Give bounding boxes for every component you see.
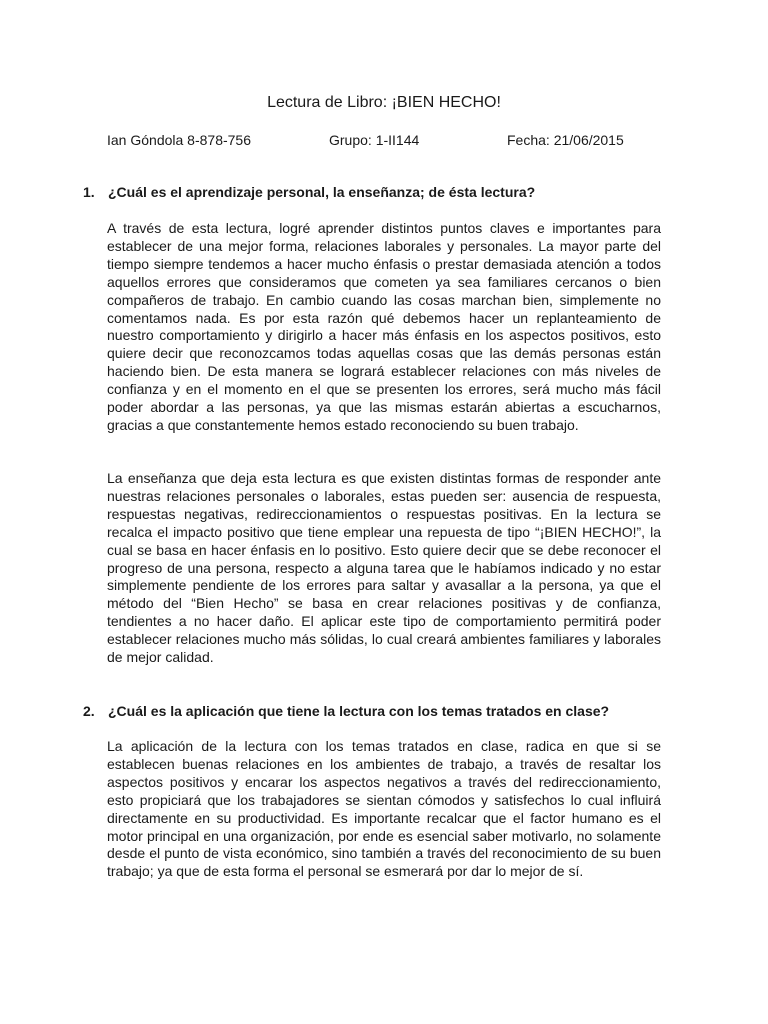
question-2-number: 2. (83, 703, 95, 719)
answer-1-paragraph-1: A través de esta lectura, logré aprender distintos puntos claves e importantes para establecer de una mejor forma, relaciones laborales y personales. La mayor parte del tiempo siempre tendemos a hacer mucho énfasis o prestar demasiada atención a todos aquellos errores que consideramos que cometen ya sea familiares cercanos o bien compañeros de trabajo. En cambio cuando las cosas marchan bien, simplemente no comentamos nada. Es por esta razón qué debemos hacer un replanteamiento de nuestro comportamiento y dirigirlo a hacer más énfasis en los aspectos positivos, esto quiere decir que reconozcamos todas aquellas cosas que las demás personas están haciendo bien. De esta manera se logrará establecer relaciones con más niveles de confianza y en el momento en el que se presenten los errores, será mucho más fácil poder abordar a las personas, ya que las mismas estarán abiertas a escucharnos, gracias a que constantemente hemos estado reconociendo su buen trabajo. (107, 220, 661, 433)
document-title: Lectura de Libro: ¡BIEN HECHO! (267, 94, 501, 111)
question-1-text: ¿Cuál es el aprendizaje personal, la enseñanza; de ésta lectura? (108, 184, 536, 200)
question-1-number: 1. (83, 184, 95, 200)
question-2 (83, 702, 609, 720)
question-2-text: ¿Cuál es la aplicación que tiene la lectura con los temas tratados en clase? (108, 703, 610, 719)
student-info: Ian Góndola 8-878-756 (107, 132, 251, 148)
answer-1-paragraph-2: La enseñanza que deja esta lectura es que existen distintas formas de responder ante nuestras relaciones personales o laborales, estas pueden ser: ausencia de respuesta, respuestas negativas, redireccionamientos o respuestas positivas. En la lectura se recalca el impacto positivo que tiene emplear una repuesta de tipo “¡BIEN HECHO!”, la cual se basa en hacer énfasis en lo positivo. Esto quiere decir que se debe reconocer el progreso de una persona, respecto a alguna tarea que le habíamos indicado y no estar simplemente pendiente de los errores para saltar y avasallar a la persona, ya que el método del “Bien Hecho” se basa en crear relaciones positivas y de confianza, tendientes a no hacer daño. El aplicar este tipo de comportamiento permitirá poder establecer relaciones mucho más sólidas, lo cual creará ambientes familiares y laborales de mejor calidad. (107, 470, 661, 666)
group-info: Grupo: 1-II144 (329, 132, 420, 148)
date-info: Fecha: 21/06/2015 (507, 132, 624, 148)
answer-2-paragraph-1: La aplicación de la lectura con los temas tratados en clase, radica en que si se establecen buenas relaciones en los ambientes de trabajo, a través de resaltar los aspectos positivos y encarar los aspectos negativos a través del redireccionamiento, esto propiciará que los trabajadores se sientan cómodos y satisfechos lo cual influirá directamente en su productividad. Es importante recalcar que el factor humano es el motor principal en una organización, por ende es esencial saber motivarlo, no solamente desde el punto de vista económico, sino también a través del reconocimiento de su buen trabajo; ya que de esta forma el personal se esmerará por dar lo mejor de sí. (107, 738, 661, 880)
question-1 (83, 183, 535, 201)
